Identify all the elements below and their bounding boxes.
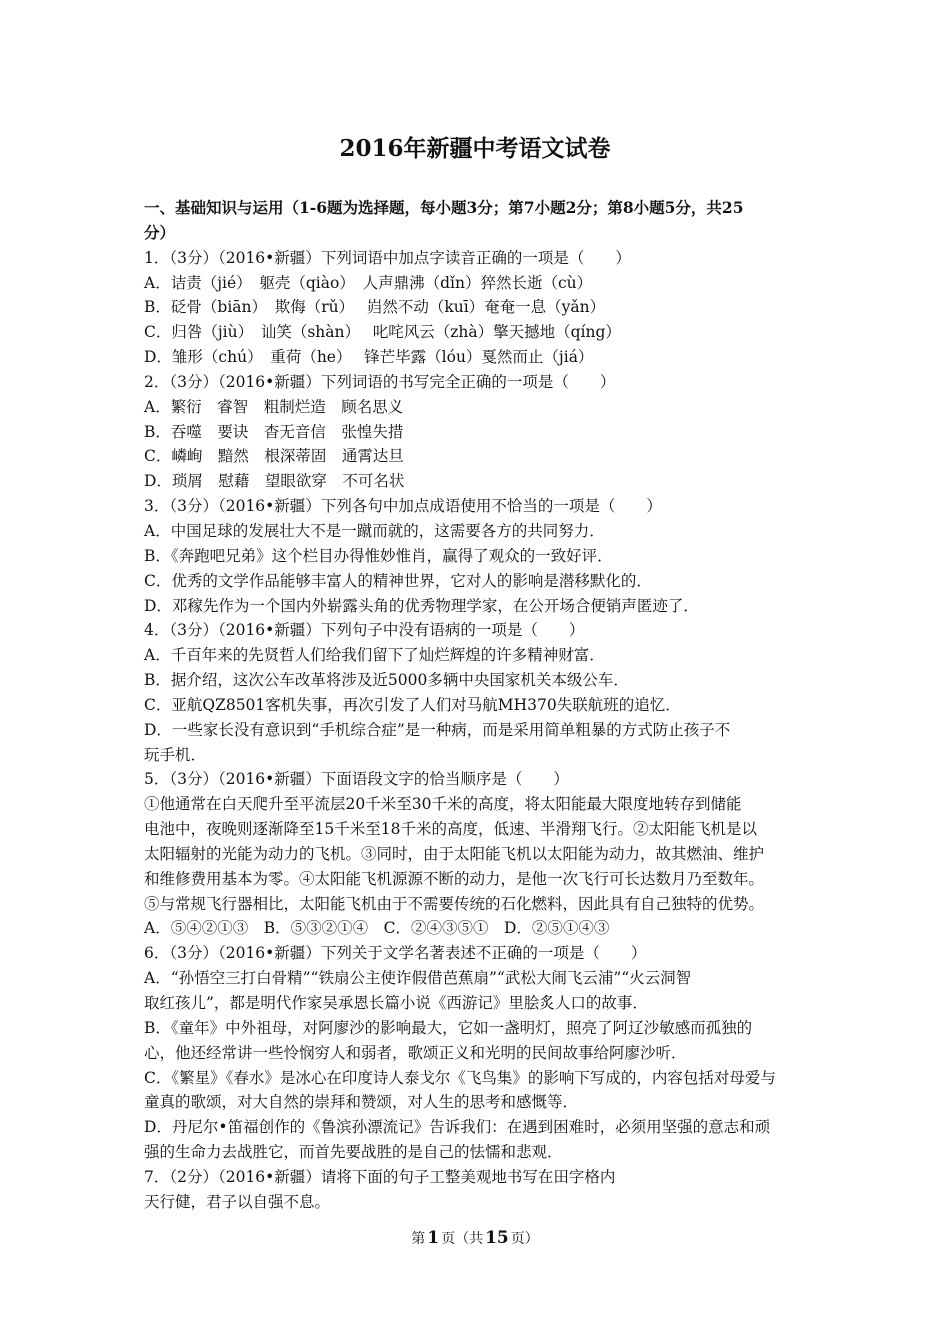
passage-line: 太阳辐射的光能为动力的飞机。③同时，由于太阳能飞机以太阳能为动力，故其燃油、维护	[144, 844, 765, 863]
option-line: C．亚航QZ8501客机失事，再次引发了人们对马航MH370失联航班的追忆．	[144, 695, 681, 714]
option-line: D．邓稼先作为一个国内外崭露头角的优秀物理学家，在公开场合便销声匿迹了．	[144, 596, 699, 615]
option-line: B．《童年》中外祖母，对阿廖沙的影响最大，它如一盏明灯，照亮了阿辽沙敏感而孤独的	[144, 1018, 753, 1037]
option-line: B．据介绍，这次公车改革将涉及近5000多辆中央国家机关本级公车．	[144, 671, 629, 690]
question-line: 2．（3分）（2016•新疆）下列词语的书写完全正确的一项是（ ）	[144, 372, 616, 391]
question-line: 7．（2分）（2016•新疆）请将下面的句子工整美观地书写在田字格内	[144, 1167, 616, 1186]
page-number: 1	[427, 1228, 440, 1248]
exam-title: 2016年新疆中考语文试卷	[339, 135, 611, 162]
option-line: C．《繁星》《春水》是冰心在印度诗人泰戈尔《飞鸟集》的影响下写成的，内容包括对母爱与	[144, 1068, 776, 1087]
option-line: A．繁衍 睿智 粗制烂造 顾名思义	[144, 397, 404, 416]
option-line: 玩手机．	[144, 745, 207, 764]
option-line: B．砭骨（biān） 欺侮（rǔ） 岿然不动（kuī）奄奄一息（yǎn）	[144, 298, 606, 317]
option-line: A．诘责（jié） 躯壳（qiào） 人声鼎沸（dǐn）猝然长逝（cù）	[144, 273, 593, 292]
question-line: 1．（3分）（2016•新疆）下列词语中加点字读音正确的一项是（ ）	[144, 248, 631, 267]
option-line: 取红孩儿”，都是明代作家吴承恩长篇小说《西游记》里脍炙人口的故事．	[144, 994, 648, 1012]
option-line: 心，他还经常讲一些怜悯穷人和弱者，歌颂正义和光明的民间故事给阿廖沙听．	[144, 1043, 687, 1062]
exam-content	[144, 196, 814, 1215]
option-line: A．千百年来的先贤哲人们给我们留下了灿烂辉煌的许多精神财富．	[144, 646, 605, 665]
question-line: 3．（3分）（2016•新疆）下列各句中加点成语使用不恰当的一项是（ ）	[144, 497, 662, 516]
question-line: 4．（3分）（2016•新疆）下列句子中没有语病的一项是（ ）	[144, 621, 585, 640]
option-line: D．琐屑 慰藉 望眼欲穿 不可名状	[144, 472, 405, 491]
option-line: 童真的歌颂，对大自然的崇拜和赞颂，对人生的思考和感慨等．	[144, 1093, 579, 1112]
answer-prompt-line: 天行健，君子以自强不息。	[144, 1192, 331, 1211]
option-line: D．丹尼尔•笛福创作的《鲁滨孙漂流记》告诉我们：在遇到困难时，必须用坚强的意志和顽	[144, 1118, 771, 1137]
option-line: 强的生命力去战胜它，而首先要战胜的是自己的怯懦和悲观．	[144, 1143, 563, 1162]
question-line: 5．（3分）（2016•新疆）下面语段文字的恰当顺序是（ ）	[144, 770, 569, 789]
passage-line: 和维修费用基本为零。④太阳能飞机源源不断的动力，是他一次飞行可长达数月乃至数年。	[144, 869, 765, 888]
passage-line: ①他通常在白天爬升至平流层20千米至30千米的高度，将太阳能最大限度地转存到储能	[144, 795, 742, 814]
passage-line: ⑤与常规飞行器相比，太阳能飞机由于不需要传统的石化燃料，因此具有自己独特的优势。	[144, 894, 765, 913]
section-heading-line: 分）	[144, 222, 176, 242]
footer-prefix: 第	[411, 1231, 426, 1247]
option-line: D．雏形（chú） 重荷（he） 锋芒毕露（lóu）戛然而止（jiá）	[144, 348, 594, 367]
option-line: D．一些家长没有意识到“手机综合症”是一种病，而是采用简单粗暴的方式防止孩子不	[144, 720, 731, 739]
option-line: C．嶙峋 黯然 根深蒂固 通霄达旦	[144, 447, 404, 466]
option-line: C．优秀的文学作品能够丰富人的精神世界，它对人的影响是潜移默化的．	[144, 571, 652, 590]
option-line: A．“孙悟空三打白骨精”“铁扇公主使诈假借芭蕉扇”“武松大闹飞云浦”“火云洞智	[144, 969, 692, 988]
page-footer	[0, 1226, 950, 1251]
option-line: B．《奔跑吧兄弟》这个栏目办得惟妙惟肖，赢得了观众的一致好评．	[144, 546, 613, 565]
question-line: 6．（3分）（2016•新疆）下列关于文学名著表述不正确的一项是（ ）	[144, 944, 647, 963]
total-pages: 15	[485, 1228, 509, 1248]
option-line: A．⑤④②①③ B．⑤③②①④ C．②④③⑤① D．②⑤①④③	[144, 919, 610, 938]
footer-middle: 页（共	[441, 1231, 484, 1247]
option-line: A．中国足球的发展壮大不是一蹴而就的，这需要各方的共同努力．	[144, 521, 605, 540]
footer-suffix: 页）	[510, 1231, 539, 1247]
section-heading-line: 一、基础知识与运用（1-6题为选择题，每小题3分；第7小题2分；第8小题5分，共25	[144, 198, 744, 217]
passage-line: 电池中，夜晚则逐渐降至15千米至18千米的高度，低速、半滑翔飞行。②太阳能飞机是以	[144, 820, 757, 839]
option-line: C．归咎（jiù） 讪笑（shàn） 叱咤风云（zhà）擎天撼地（qíng）	[144, 323, 621, 342]
option-line: B．吞噬 要诀 杳无音信 张惶失措	[144, 422, 404, 441]
